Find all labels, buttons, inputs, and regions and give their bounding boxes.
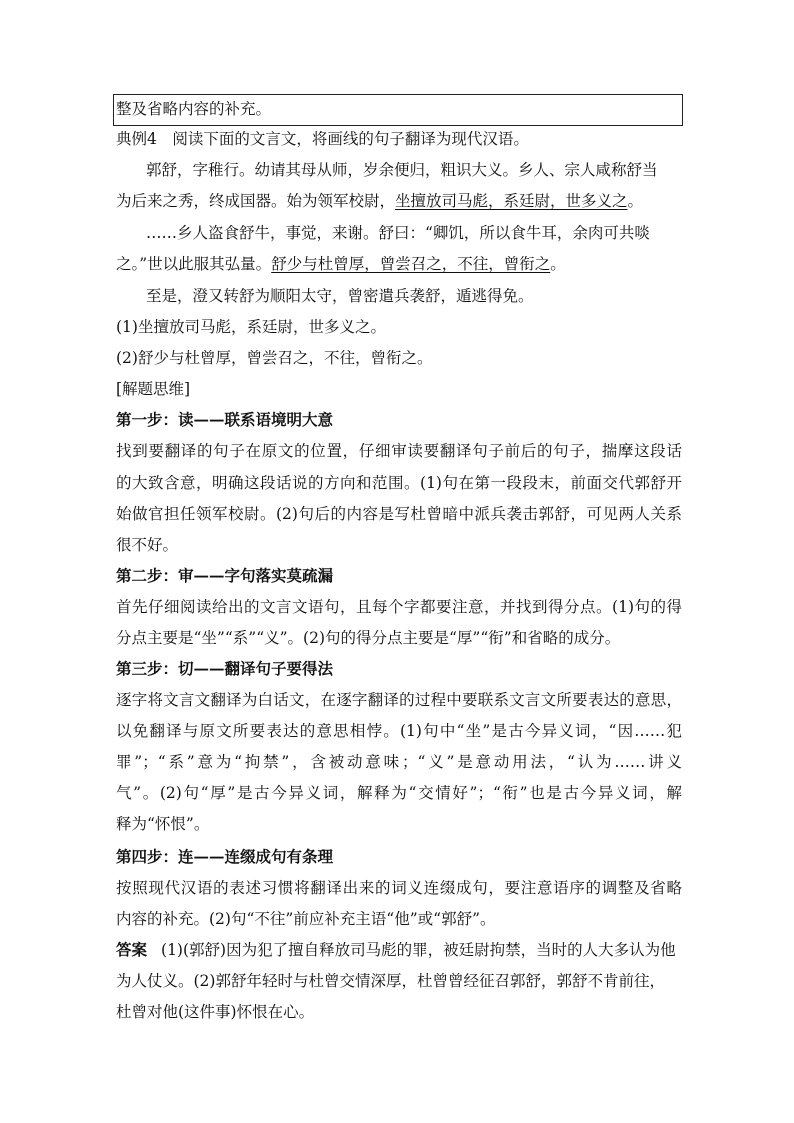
step-3-line: 以免翻译与原文所要表达的意思相悖。(1)句中“坐”是古今异义词，“因……犯 — [116, 722, 682, 740]
step-1-line: 的大致含意，明确这段话说的方向和范围。(1)句在第一段段末，前面交代郭舒开 — [116, 474, 682, 492]
answer-line: 为人仗义。(2)郭舒年轻时与杜曾交情深厚，杜曾曾经征召郭舒，郭舒不肯前往， — [116, 972, 665, 990]
step-1-line: 始做官担任领军校尉。(2)句后的内容是写杜曾暗中派兵袭击郭舒，可见两人关系 — [116, 505, 682, 523]
step-3-line: 罪”；“系”意为“拘禁”，含被动意味；“义”是意动用法，“认为……讲义 — [116, 753, 682, 771]
step-3-line: 气”。(2)句“厚”是古今异义词，解释为“交情好”；“衔”也是古今异义词，解 — [116, 784, 682, 802]
question-1: (1)坐擅放司马彪，系廷尉，世多义之。 — [116, 318, 386, 336]
underlined-sentence-2: 舒少与杜曾厚，曾尝召之，不往，曾衔之 — [271, 255, 551, 273]
step-3-title: 第三步：切——翻译句子要得法 — [116, 659, 334, 678]
continuation-text: 整及省略内容的补充。 — [116, 100, 272, 118]
step-2-title: 第二步：审——字句落实莫疏漏 — [116, 566, 334, 585]
step-3-line: 逐字将文言文翻译为白话文，在逐字翻译的过程中要联系文言文所要表达的意思， — [116, 691, 682, 709]
step-4-line: 内容的补充。(2)句“不往”前应补充主语“他”或“郭舒”。 — [116, 910, 496, 928]
step-1-line: 很不好。 — [116, 536, 179, 554]
passage-p1-line1: 郭舒，字稚行。幼请其母从师，岁余便归，粗识大义。乡人、宗人咸称舒当 — [146, 161, 658, 179]
passage-p2-line1: ……乡人盗食舒牛，事觉，来谢。舒曰：“卿饥，所以食牛耳，余肉可共啖 — [146, 224, 650, 242]
answer-label: 答案 — [116, 940, 148, 959]
answer-line: 答案 (1)(郭舒)因为犯了擅自释放司马彪的罪，被廷尉拘禁，当时的人大多认为他 — [116, 940, 676, 959]
step-4-line: 按照现代汉语的表述习惯将翻译出来的词义连缀成句，要注意语序的调整及省略 — [116, 879, 682, 897]
example-title: 典例4 阅读下面的文言文，将画线的句子翻译为现代汉语。 — [116, 130, 529, 148]
step-2-line: 首先仔细阅读给出的文言文语句，且每个字都要注意，并找到得分点。(1)句的得 — [116, 598, 682, 616]
question-2: (2)舒少与杜曾厚，曾尝召之，不往，曾衔之。 — [116, 349, 433, 367]
step-1-title: 第一步：读——联系语境明大意 — [116, 410, 334, 429]
step-4-title: 第四步：连——连缀成句有条理 — [116, 847, 334, 866]
step-2-line: 分点主要是“坐”“系”“义”。(2)句的得分点主要是“厚”“衔”和省略的成分。 — [116, 629, 621, 647]
step-3-line: 释为“怀恨”。 — [116, 815, 210, 833]
answer-line: 杜曾对他(这件事)怀恨在心。 — [116, 1003, 315, 1021]
step-1-line: 找到要翻译的句子在原文的位置，仔细审读要翻译句子前后的句子，揣摩这段话 — [116, 442, 682, 460]
passage-p3: 至是，澄又转舒为顺阳太守，曾密遣兵袭舒，遁逃得免。 — [146, 287, 534, 305]
thinking-header: [解题思维] — [116, 380, 191, 398]
passage-p1-line2: 为后来之秀，终成国器。始为领军校尉，坐擅放司马彪，系廷尉，世多义之。 — [116, 192, 644, 210]
underlined-sentence-1: 坐擅放司马彪，系廷尉，世多义之 — [395, 192, 628, 210]
passage-p2-line2: 之。”世以此服其弘量。舒少与杜曾厚，曾尝召之，不往，曾衔之。 — [116, 255, 566, 273]
